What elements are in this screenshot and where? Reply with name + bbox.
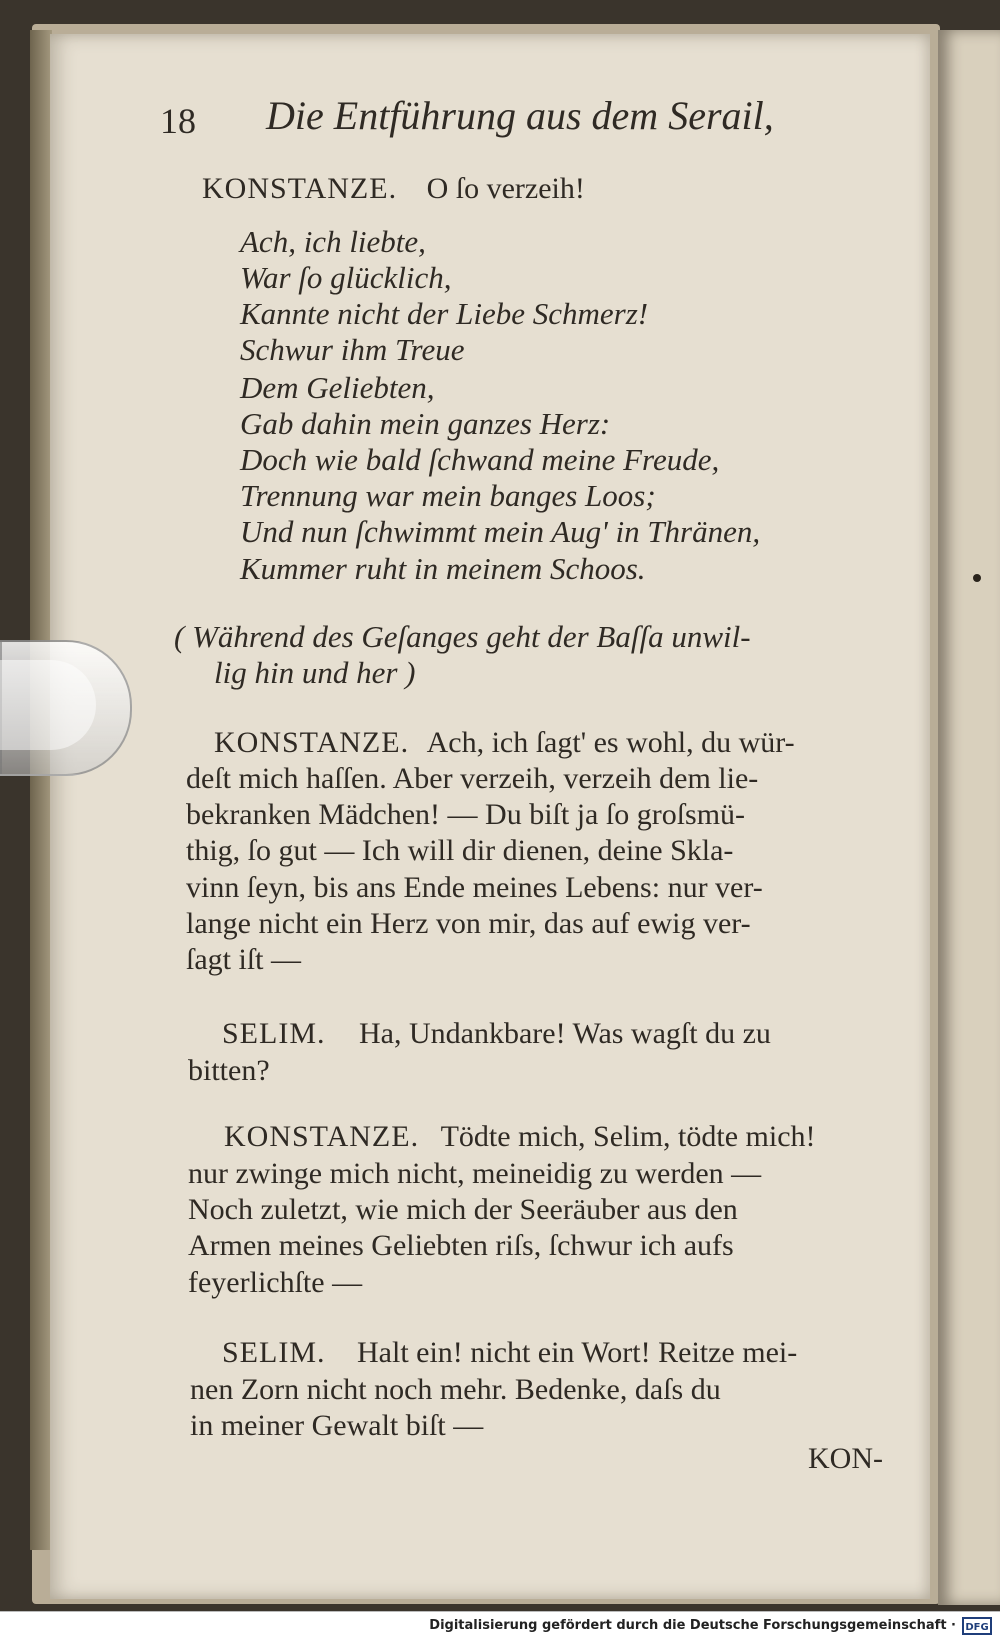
speech-line: Halt ein! nicht ein Wort! Reitze mei-: [357, 1336, 798, 1369]
page-number: 18: [160, 101, 196, 141]
speech-line: nur zwinge mich nicht, meineidig zu werden —: [188, 1157, 762, 1190]
speaker-name: KONSTANZE.: [214, 726, 410, 759]
speech-line: thig, ſo gut — Ich will dir dienen, deine Skla-: [186, 834, 734, 867]
speech-line: feyerlichſte —: [188, 1266, 363, 1299]
speech-line: Ha, Undankbare! Was wagſt du zu: [359, 1017, 771, 1050]
verse-line: War ſo glücklich,: [240, 260, 452, 295]
speech-line: O ſo verzeih!: [426, 172, 585, 205]
funding-credit: Digitalisierung gefördert durch die Deutsche Forschungsgemeinschaft ·: [429, 1618, 956, 1633]
running-title: Die Entführung aus dem Serail,: [266, 93, 774, 138]
speech-line: in meiner Gewalt biſt —: [190, 1409, 484, 1442]
stage-direction-line: ( Während des Geſanges geht der Baſſa unwil-: [174, 619, 751, 654]
speaker-name: KONSTANZE.: [224, 1120, 420, 1153]
speech-block-1: [202, 172, 585, 206]
catchword: KON-: [808, 1442, 883, 1475]
verse-line: Ach, ich liebte,: [240, 224, 426, 259]
speech-line: deſt mich haſſen. Aber verzeih, verzeih dem lie-: [186, 762, 759, 795]
speaker-name: KONSTANZE.: [202, 172, 398, 205]
speech-line: lange nicht ein Herz von mir, das auf ewig ver-: [186, 907, 751, 940]
verse-line: Gab dahin mein ganzes Herz:: [240, 406, 611, 441]
dfg-logo: DFG: [962, 1617, 992, 1635]
verse-line: Dem Geliebten,: [240, 370, 435, 405]
verse-line: Und nun ſchwimmt mein Aug' in Thränen,: [240, 514, 761, 549]
book-spine: [30, 30, 52, 1550]
speech-line: bekranken Mädchen! — Du biſt ja ſo groſsmü-: [186, 798, 746, 831]
speech-line: nen Zorn nicht noch mehr. Bedenke, daſs du: [190, 1373, 721, 1406]
speech-line: Armen meines Geliebten riſs, ſchwur ich aufs: [188, 1229, 734, 1262]
speech-line: Tödte mich, Selim, tödte mich!: [440, 1120, 816, 1153]
page-clip-highlight: [0, 660, 96, 750]
verse-line: Kannte nicht der Liebe Schmerz!: [240, 296, 649, 331]
stage-direction-line: lig hin und her ): [214, 655, 416, 690]
speaker-name: SELIM.: [222, 1017, 326, 1050]
ink-dot: [973, 574, 981, 582]
verse-line: Schwur ihm Treue: [240, 332, 465, 367]
speech-line: Noch zuletzt, wie mich der Seeräuber aus den: [188, 1193, 738, 1226]
speech-line: ſagt iſt —: [186, 943, 301, 976]
speaker-name: SELIM.: [222, 1336, 326, 1369]
speech-line: vinn ſeyn, bis ans Ende meines Lebens: nur ver-: [186, 871, 763, 904]
speech-line: Ach, ich ſagt' es wohl, du wür-: [426, 726, 795, 759]
verse-line: Kummer ruht in meinem Schoos.: [240, 551, 646, 586]
speech-line: bitten?: [188, 1054, 270, 1087]
verse-line: Trennung war mein banges Loos;: [240, 478, 656, 513]
next-page-edge: [938, 30, 1000, 1605]
footer-bar: [0, 1611, 1000, 1642]
verse-line: Doch wie bald ſchwand meine Freude,: [240, 442, 720, 477]
